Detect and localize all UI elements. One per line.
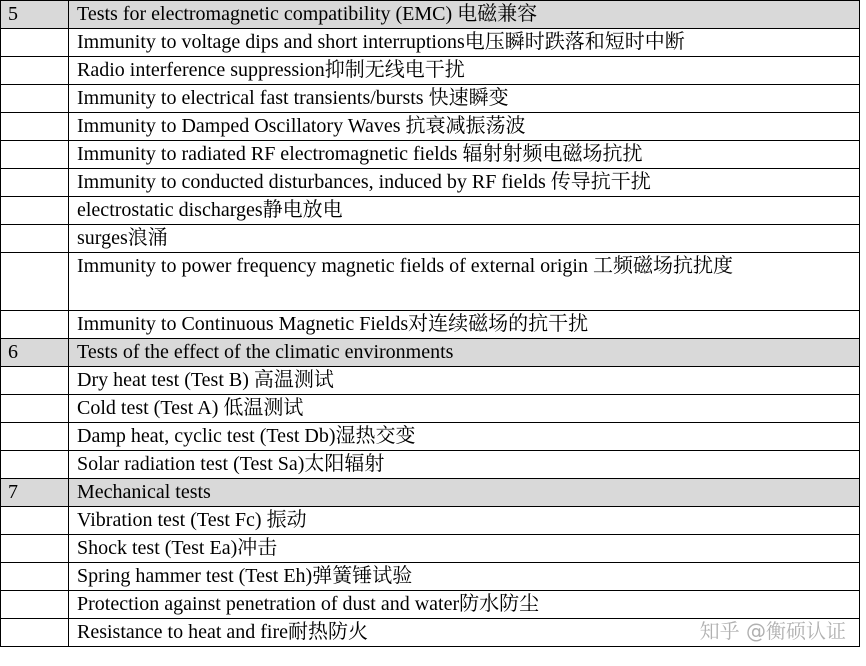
- empty-number-cell: [1, 507, 69, 535]
- table-row: [1, 591, 860, 619]
- test-item: Damp heat, cyclic test (Test Db)湿热交变: [69, 423, 860, 451]
- empty-number-cell: [1, 535, 69, 563]
- section-header-row: [1, 339, 860, 367]
- test-item: Spring hammer test (Test Eh)弹簧锤试验: [69, 563, 860, 591]
- table-row: [1, 169, 860, 197]
- empty-number-cell: [1, 591, 69, 619]
- test-item: Immunity to Damped Oscillatory Waves 抗衰减振荡波: [69, 113, 860, 141]
- table-row: [1, 85, 860, 113]
- empty-number-cell: [1, 225, 69, 253]
- test-item: surges浪涌: [69, 225, 860, 253]
- empty-number-cell: [1, 563, 69, 591]
- test-item: Immunity to conducted disturbances, induced by RF fields 传导抗干扰: [69, 169, 860, 197]
- test-item: Radio interference suppression抑制无线电干扰: [69, 57, 860, 85]
- section-title: Tests for electromagnetic compatibility (EMC) 电磁兼容: [69, 1, 860, 29]
- table-row: [1, 225, 860, 253]
- empty-number-cell: [1, 29, 69, 57]
- empty-number-cell: [1, 253, 69, 311]
- empty-number-cell: [1, 169, 69, 197]
- empty-number-cell: [1, 197, 69, 225]
- table-row: [1, 29, 860, 57]
- test-item: Resistance to heat and fire耐热防火: [69, 619, 860, 647]
- empty-number-cell: [1, 113, 69, 141]
- test-item: Solar radiation test (Test Sa)太阳辐射: [69, 451, 860, 479]
- table-row: [1, 395, 860, 423]
- empty-number-cell: [1, 619, 69, 647]
- empty-number-cell: [1, 451, 69, 479]
- empty-number-cell: [1, 367, 69, 395]
- empty-number-cell: [1, 423, 69, 451]
- test-item: Immunity to electrical fast transients/bursts 快速瞬变: [69, 85, 860, 113]
- table-row: [1, 253, 860, 311]
- section-number: 7: [1, 479, 69, 507]
- watermark-text: 知乎 @衡硕认证: [699, 619, 846, 643]
- test-item: Immunity to voltage dips and short interruptions电压瞬时跌落和短时中断: [69, 29, 860, 57]
- test-item: Immunity to radiated RF electromagnetic fields 辐射射频电磁场抗扰: [69, 141, 860, 169]
- test-item: electrostatic discharges静电放电: [69, 197, 860, 225]
- section-number: 6: [1, 339, 69, 367]
- table-row: [1, 451, 860, 479]
- section-title: Tests of the effect of the climatic environments: [69, 339, 860, 367]
- section-header-row: [1, 1, 860, 29]
- table-row: [1, 113, 860, 141]
- table-row: [1, 563, 860, 591]
- test-item: Protection against penetration of dust and water防水防尘: [69, 591, 860, 619]
- section-title: Mechanical tests: [69, 479, 860, 507]
- table-row: [1, 197, 860, 225]
- test-item: Immunity to Continuous Magnetic Fields对连续磁场的抗干扰: [69, 311, 860, 339]
- empty-number-cell: [1, 311, 69, 339]
- section-header-row: [1, 479, 860, 507]
- empty-number-cell: [1, 57, 69, 85]
- test-item: Shock test (Test Ea)冲击: [69, 535, 860, 563]
- section-number: 5: [1, 1, 69, 29]
- table-row: [1, 57, 860, 85]
- test-item: Vibration test (Test Fc) 振动: [69, 507, 860, 535]
- test-item: Dry heat test (Test B) 高温测试: [69, 367, 860, 395]
- test-item: Cold test (Test A) 低温测试: [69, 395, 860, 423]
- table-row: [1, 507, 860, 535]
- table-row: [1, 367, 860, 395]
- table-row: [1, 141, 860, 169]
- empty-number-cell: [1, 85, 69, 113]
- table-row: [1, 619, 860, 647]
- empty-number-cell: [1, 141, 69, 169]
- table-row: [1, 311, 860, 339]
- table-row: [1, 423, 860, 451]
- empty-number-cell: [1, 395, 69, 423]
- table-row: [1, 535, 860, 563]
- test-item: Immunity to power frequency magnetic fields of external origin 工频磁场抗扰度: [69, 253, 860, 311]
